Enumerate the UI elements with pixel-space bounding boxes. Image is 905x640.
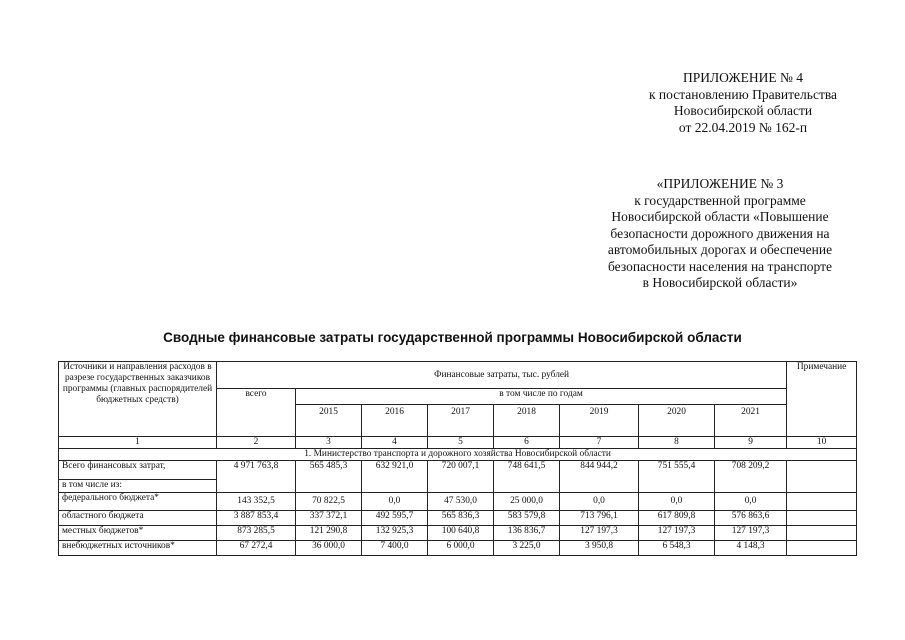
table-row — [59, 461, 857, 480]
cell-year: 3 225,0 — [494, 541, 560, 556]
header-year: 2021 — [715, 405, 787, 437]
annex-3-line: автомобильных дорогах и обеспечение — [607, 242, 833, 257]
cell-year: 748 641,5 — [494, 461, 560, 493]
annex-3-line: к государственной программе — [634, 192, 806, 208]
cell-note — [787, 541, 857, 556]
cell-total: 67 272,4 — [217, 541, 296, 556]
cell-note — [787, 493, 857, 511]
row-label: Всего финансовых затрат, — [59, 461, 217, 480]
cell-total: 873 285,5 — [217, 526, 296, 541]
section-title: 1. Министерство транспорта и дорожного хозяйства Новосибирской области — [59, 449, 857, 461]
cell-total: 3 887 853,4 — [217, 511, 296, 526]
annex-3-line: безопасности населения на транспорте — [607, 258, 833, 274]
column-number: 6 — [494, 437, 560, 449]
cell-year: 36 000,0 — [296, 541, 362, 556]
cell-year: 0,0 — [715, 493, 787, 511]
row-label: внебюджетных источников* — [59, 541, 217, 556]
row-label: областного бюджета — [59, 511, 217, 526]
column-number: 9 — [715, 437, 787, 449]
cell-year: 565 836,3 — [428, 511, 494, 526]
cell-year: 136 836,7 — [494, 526, 560, 541]
cell-total: 4 971 763,8 — [217, 461, 296, 493]
row-label: федерального бюджета* — [59, 493, 217, 511]
cell-year: 6 548,3 — [639, 541, 715, 556]
annex-4-header — [612, 70, 874, 136]
column-number: 2 — [217, 437, 296, 449]
annex-4-line: от 22.04.2019 № 162-п — [678, 119, 808, 135]
header-financial-costs: Финансовые затраты, тыс. рублей — [217, 362, 787, 389]
cell-year: 708 209,2 — [715, 461, 787, 493]
cell-year: 100 640,8 — [428, 526, 494, 541]
table-row — [59, 526, 857, 541]
cell-year: 25 000,0 — [494, 493, 560, 511]
header-by-years: в том числе по годам — [296, 389, 787, 405]
cell-year: 132 925,3 — [362, 526, 428, 541]
cell-year: 3 950,8 — [560, 541, 639, 556]
cell-year: 121 290,8 — [296, 526, 362, 541]
cell-year: 751 555,4 — [639, 461, 715, 493]
cell-year: 583 579,8 — [494, 511, 560, 526]
annex-4-line: ПРИЛОЖЕНИЕ № 4 — [682, 70, 804, 85]
financial-costs-table — [58, 361, 857, 556]
cell-note — [787, 461, 857, 493]
column-number: 1 — [59, 437, 217, 449]
header-sources: Источники и направления расходов в разрезе государственных заказчиков программы (главных распорядителей бюджетных средств) — [59, 362, 217, 437]
column-number: 7 — [560, 437, 639, 449]
cell-year: 565 485,3 — [296, 461, 362, 493]
table-row — [59, 493, 857, 511]
annex-3-line: в Новосибирской области» — [642, 275, 798, 290]
cell-year: 337 372,1 — [296, 511, 362, 526]
header-total: всего — [217, 389, 296, 437]
cell-note — [787, 526, 857, 541]
row-label: местных бюджетов* — [59, 526, 217, 541]
cell-year: 0,0 — [639, 493, 715, 511]
cell-year: 4 148,3 — [715, 541, 787, 556]
cell-year: 6 000,0 — [428, 541, 494, 556]
cell-year: 713 796,1 — [560, 511, 639, 526]
cell-year: 632 921,0 — [362, 461, 428, 493]
header-year: 2020 — [639, 405, 715, 437]
cell-year: 0,0 — [560, 493, 639, 511]
cell-total: 143 352,5 — [217, 493, 296, 511]
cell-year: 720 007,1 — [428, 461, 494, 493]
cell-year: 127 197,3 — [715, 526, 787, 541]
header-note: Примечание — [787, 362, 857, 437]
section-row — [59, 449, 857, 461]
column-number: 10 — [787, 437, 857, 449]
annex-3-line: «ПРИЛОЖЕНИЕ № 3 — [656, 176, 784, 191]
annex-3-line: Новосибирской области «Повышение — [611, 209, 829, 224]
cell-year: 844 944,2 — [560, 461, 639, 493]
header-year: 2018 — [494, 405, 560, 437]
column-numbers-row — [59, 437, 857, 449]
cell-year: 47 530,0 — [428, 493, 494, 511]
document-title: Сводные финансовые затраты государственной программы Новосибирской области — [163, 330, 742, 345]
cell-note — [787, 511, 857, 526]
header-year: 2016 — [362, 405, 428, 437]
annex-4-line: Новосибирской области — [673, 103, 813, 118]
cell-year: 7 400,0 — [362, 541, 428, 556]
column-number: 5 — [428, 437, 494, 449]
header-year: 2017 — [428, 405, 494, 437]
header-year: 2015 — [296, 405, 362, 437]
cell-year: 127 197,3 — [560, 526, 639, 541]
cell-year: 617 809,8 — [639, 511, 715, 526]
column-number: 8 — [639, 437, 715, 449]
column-number: 3 — [296, 437, 362, 449]
annex-3-line: безопасности дорожного движения на — [610, 225, 830, 241]
annex-3-header — [585, 176, 855, 292]
column-number: 4 — [362, 437, 428, 449]
cell-year: 576 863,6 — [715, 511, 787, 526]
table-row — [59, 511, 857, 526]
cell-year: 492 595,7 — [362, 511, 428, 526]
table-row — [59, 541, 857, 556]
cell-year: 127 197,3 — [639, 526, 715, 541]
cell-year: 70 822,5 — [296, 493, 362, 511]
annex-4-line: к постановлению Правительства — [648, 86, 838, 102]
header-year: 2019 — [560, 405, 639, 437]
cell-year: 0,0 — [362, 493, 428, 511]
row-label: в том числе из: — [59, 480, 217, 493]
